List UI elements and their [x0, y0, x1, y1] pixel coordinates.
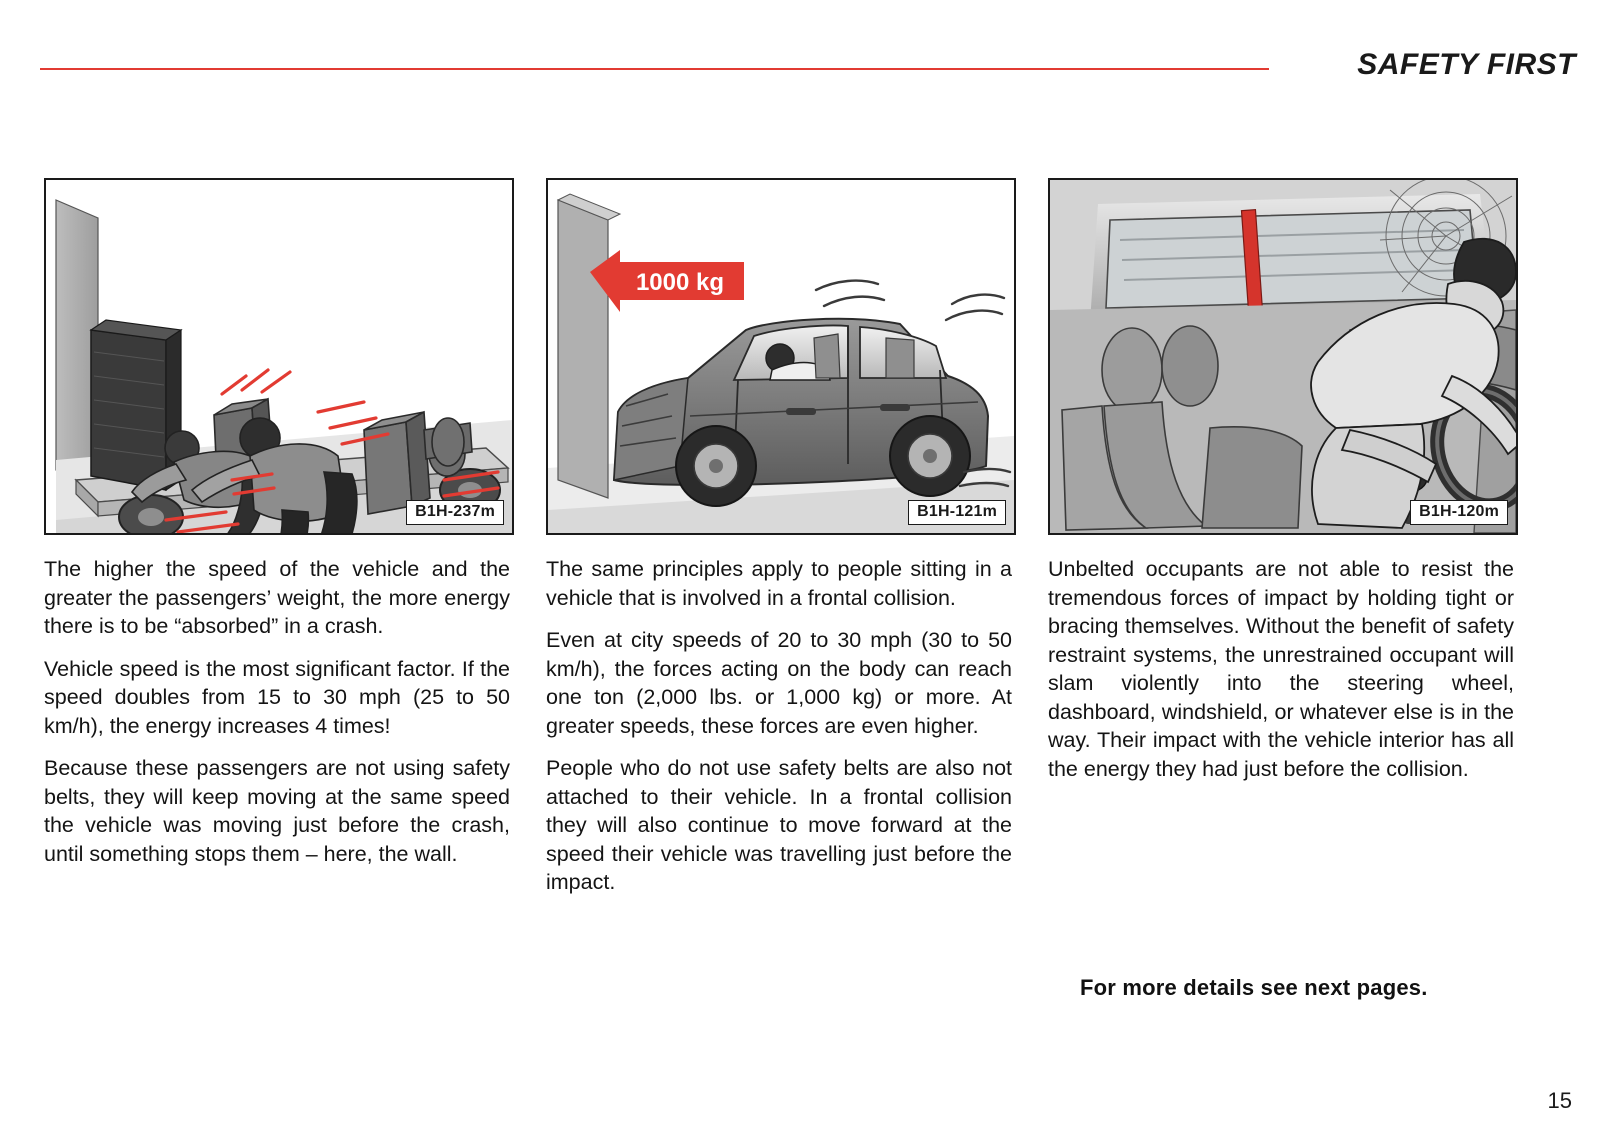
paragraph: Even at city speeds of 20 to 30 mph (30 to 50 km/h), the forces acting on the body can reach one ton (2,000 lbs. or 1,000 kg) or more. At greater speeds, these forces are even higher. — [546, 628, 1012, 738]
figure-caption: B1H-121m — [908, 500, 1006, 525]
column-center — [546, 178, 1012, 897]
column-right — [1048, 178, 1514, 897]
figure-caption: B1H-237m — [406, 500, 504, 525]
interior-impact-illustration — [1050, 180, 1516, 533]
column-left-text — [44, 555, 510, 868]
sled-test-illustration — [46, 180, 512, 533]
figure-caption: B1H-120m — [1410, 500, 1508, 525]
figure-frontal-collision — [546, 178, 1016, 535]
frontal-collision-illustration — [548, 180, 1014, 533]
figure-sled-test — [44, 178, 514, 535]
paragraph: The same principles apply to people sitting in a vehicle that is involved in a frontal collision. — [546, 557, 1012, 610]
page-number: 15 — [1547, 1088, 1572, 1113]
page-header — [0, 48, 1614, 88]
footnote-see-next-pages: For more details see next pages. — [1080, 975, 1428, 1000]
column-right-text — [1048, 555, 1514, 783]
header-rule — [40, 68, 1269, 70]
figure-interior-impact — [1048, 178, 1518, 535]
column-center-text — [546, 555, 1012, 897]
paragraph: People who do not use safety belts are also not attached to their vehicle. In a frontal collision they will also continue to move forward at the speed their vehicle was travelling just before the impact. — [546, 756, 1012, 894]
paragraph: Unbelted occupants are not able to resist the tremendous forces of impact by holding tight or bracing themselves. Without the benefit of safety restraint systems, the unrestrained occupant will slam violently into the steering wheel, dashboard, windshield, or whatever else is in the way. Their impact with the vehicle interior has all the energy they had just before the collision. — [1048, 557, 1514, 781]
content-columns — [44, 178, 1514, 897]
paragraph: The higher the speed of the vehicle and the greater the passengers’ weight, the more energy there is to be “absorbed” in a crash. — [44, 557, 510, 638]
column-left — [44, 178, 510, 897]
page-title: SAFETY FIRST — [1357, 48, 1576, 81]
force-label: 1000 kg — [635, 269, 725, 296]
paragraph: Vehicle speed is the most significant factor. If the speed doubles from 15 to 30 mph (25 to 50 km/h), the energy increases 4 times! — [44, 656, 510, 738]
paragraph: Because these passengers are not using safety belts, they will keep moving at the same speed the vehicle was moving just before the crash, until something stops them – here, the wall. — [44, 756, 510, 866]
